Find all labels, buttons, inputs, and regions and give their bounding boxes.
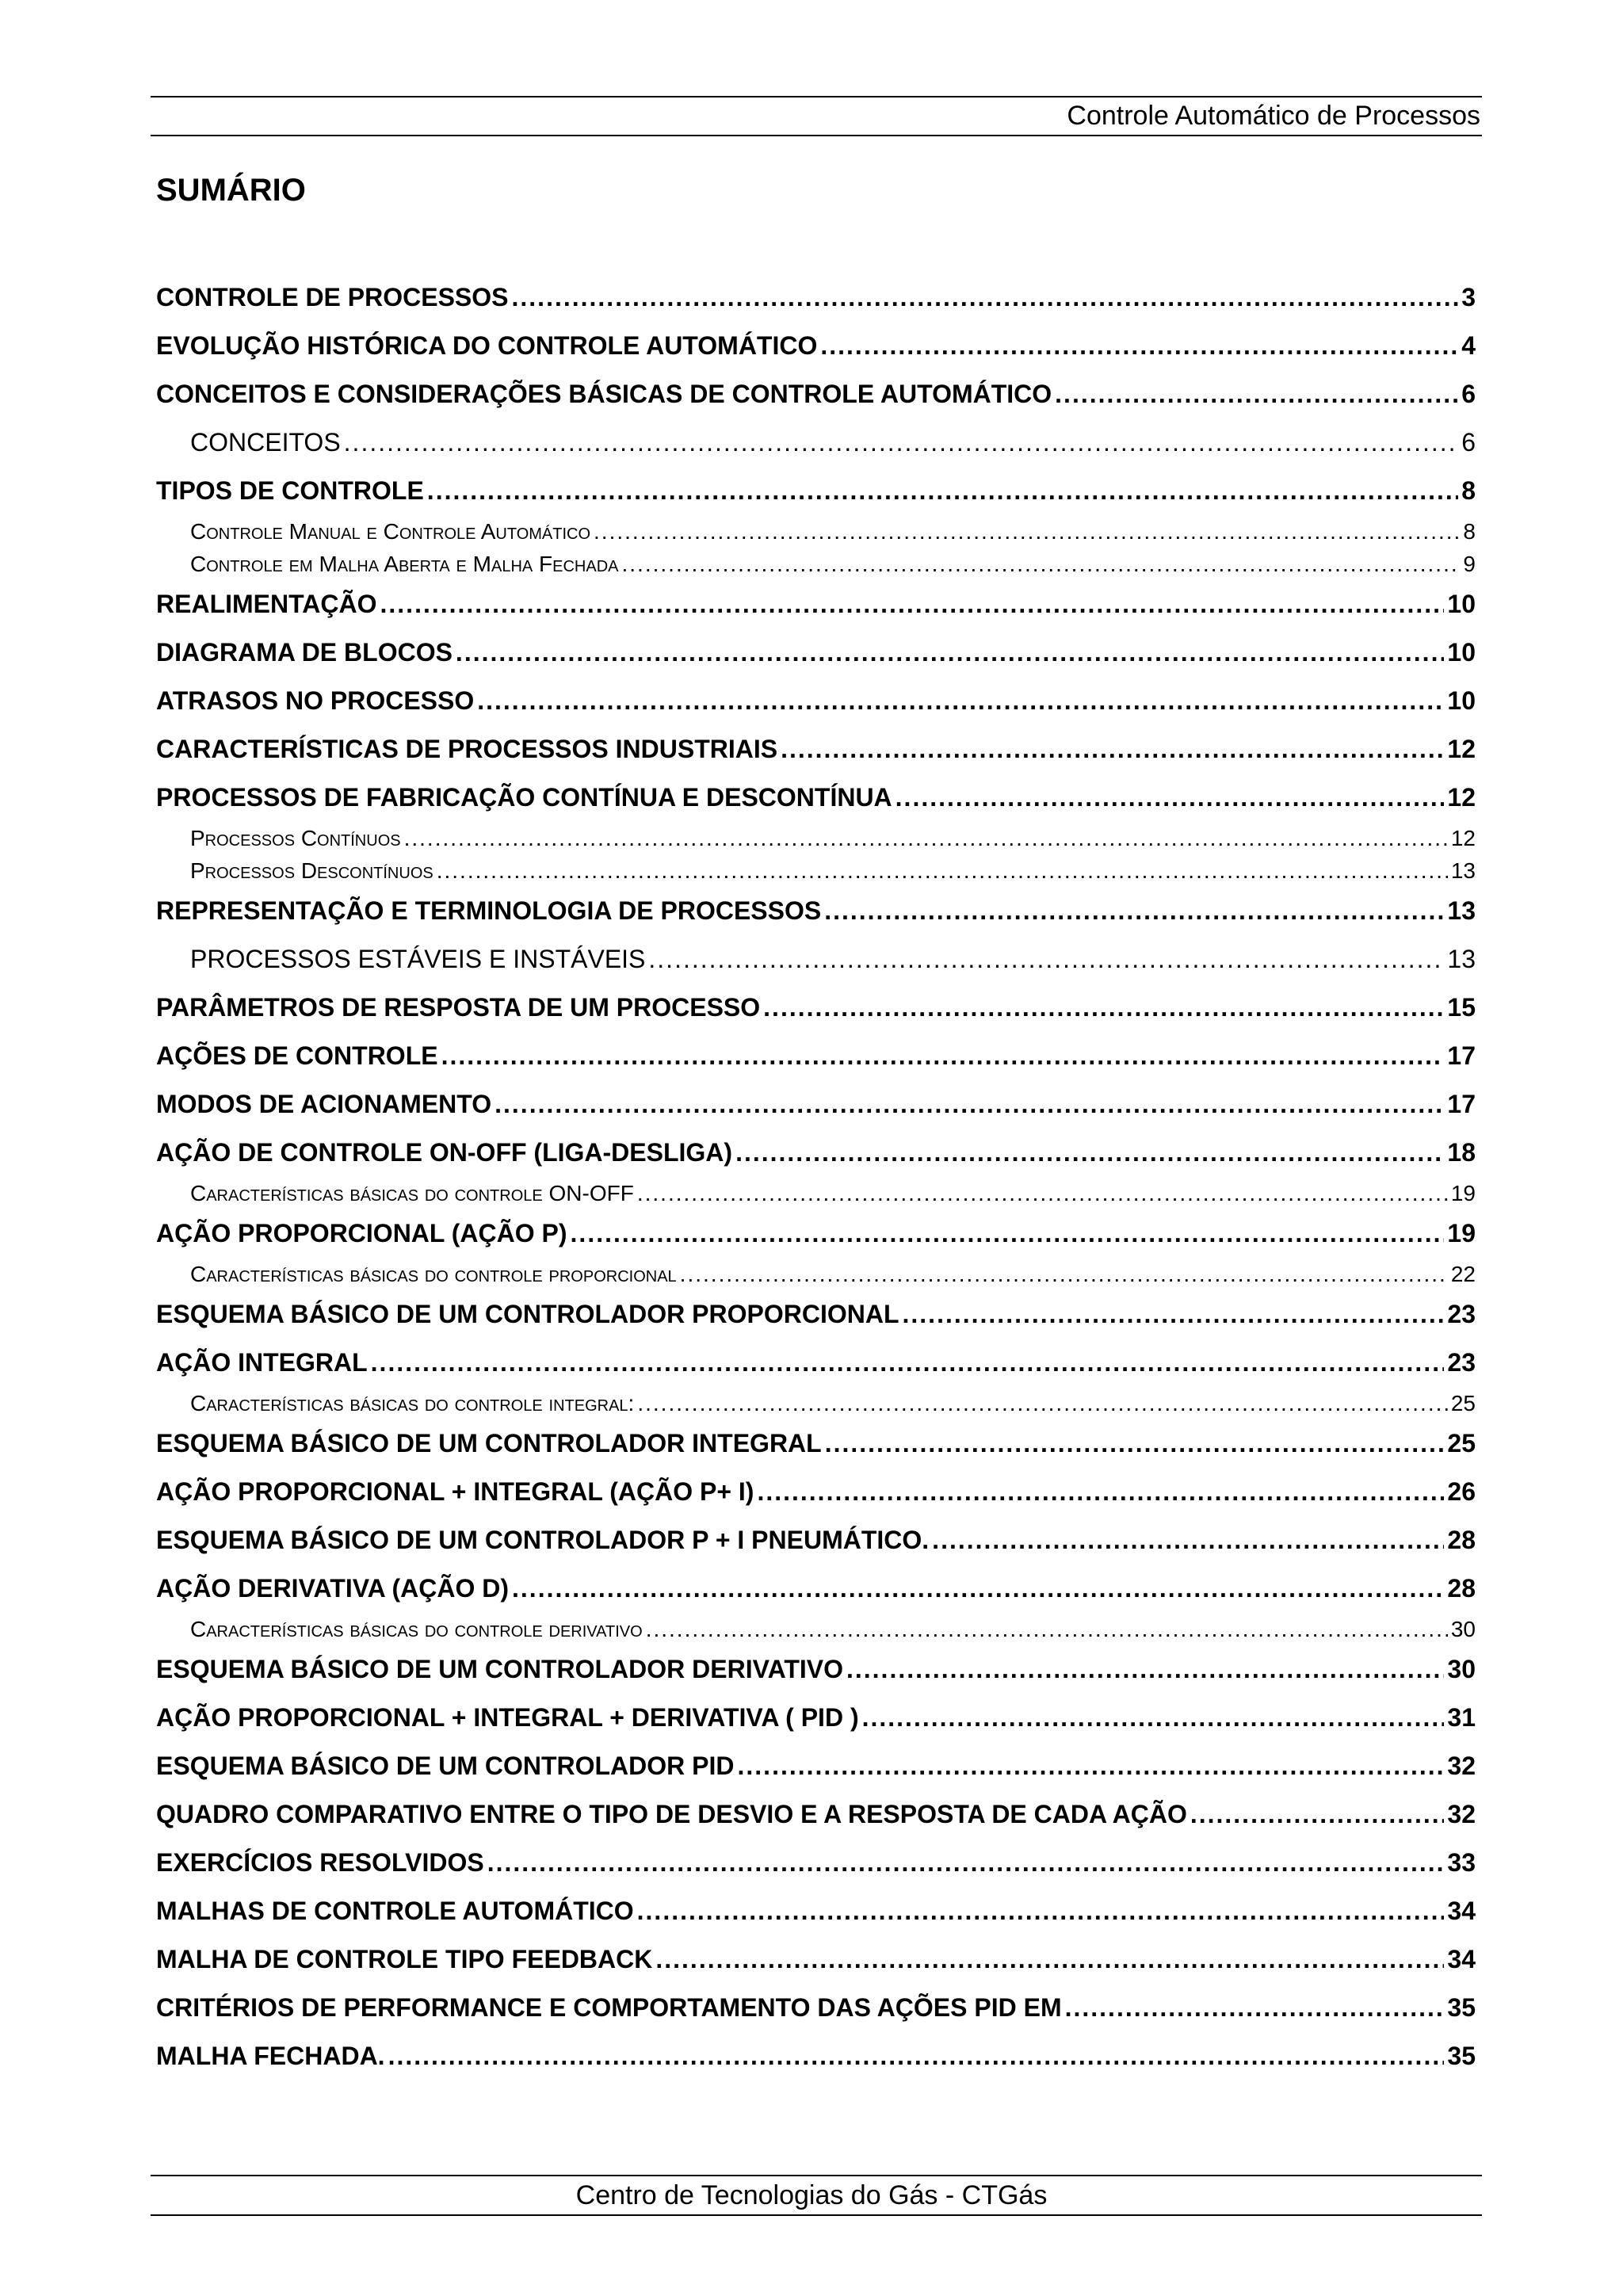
toc-entry-label: AÇÃO PROPORCIONAL + INTEGRAL (AÇÃO P+ I) bbox=[156, 1477, 754, 1506]
toc-entry[interactable] bbox=[156, 548, 1476, 580]
toc-entry-page-number: 33 bbox=[1447, 1848, 1476, 1877]
toc-entry[interactable] bbox=[156, 418, 1476, 467]
toc-entry-page-number: 4 bbox=[1461, 331, 1476, 360]
dot-leader bbox=[512, 273, 1459, 322]
dot-leader bbox=[380, 580, 1445, 628]
toc-entry-page-number: 9 bbox=[1463, 552, 1476, 576]
toc-entry-label: AÇÃO PROPORCIONAL (AÇÃO P) bbox=[156, 1219, 567, 1247]
dot-leader bbox=[637, 1887, 1445, 1935]
toc-entry[interactable] bbox=[156, 2032, 1476, 2080]
toc-entry-label: CRITÉRIOS DE PERFORMANCE E COMPORTAMENTO DAS AÇÕES PID EM bbox=[156, 1993, 1062, 2022]
toc-entry-page-number: 32 bbox=[1447, 1752, 1476, 1780]
toc-entry-page-number: 8 bbox=[1461, 476, 1476, 505]
toc-entry[interactable] bbox=[156, 1032, 1476, 1080]
toc-entry-page-number: 35 bbox=[1447, 1993, 1476, 2022]
toc-entry-page-number: 22 bbox=[1450, 1262, 1476, 1286]
toc-entry-label: CARACTERÍSTICAS DE PROCESSOS INDUSTRIAIS bbox=[156, 735, 778, 763]
toc-entry-label: CONCEITOS bbox=[190, 428, 341, 457]
toc-entry-page-number: 3 bbox=[1461, 283, 1476, 311]
toc-entry-page-number: 6 bbox=[1461, 428, 1476, 457]
toc-entry-label: PROCESSOS ESTÁVEIS E INSTÁVEIS bbox=[190, 945, 646, 973]
toc-entry-label: AÇÕES DE CONTROLE bbox=[156, 1041, 438, 1070]
dot-leader bbox=[820, 322, 1458, 370]
toc-entry-label: MALHA FECHADA. bbox=[156, 2042, 385, 2070]
dot-leader bbox=[646, 1613, 1448, 1645]
toc-entry-page-number: 10 bbox=[1447, 590, 1476, 618]
toc-entry-label: MODOS DE ACIONAMENTO bbox=[156, 1090, 492, 1118]
toc-entry-label: Processos Contínuos bbox=[190, 826, 401, 850]
toc-entry-page-number: 13 bbox=[1450, 858, 1476, 883]
toc-entry-page-number: 13 bbox=[1447, 896, 1476, 925]
toc-entry-page-number: 12 bbox=[1450, 826, 1476, 850]
toc-entry[interactable] bbox=[156, 1742, 1476, 1790]
running-footer: Centro de Tecnologias do Gás - CTGás bbox=[575, 2180, 1048, 2210]
toc-entry-label: Características básicas do controle proporcional bbox=[190, 1262, 677, 1286]
toc-entry-page-number: 31 bbox=[1447, 1703, 1476, 1732]
toc-entry-label: Processos Descontínuos bbox=[190, 858, 433, 883]
dot-leader bbox=[495, 1080, 1444, 1129]
toc-entry[interactable] bbox=[156, 1694, 1476, 1742]
header-top-rule bbox=[151, 96, 1482, 97]
toc-entry-page-number: 26 bbox=[1447, 1477, 1476, 1506]
dot-leader bbox=[344, 418, 1459, 467]
toc-entry[interactable] bbox=[156, 467, 1476, 515]
toc-entry-label: ESQUEMA BÁSICO DE UM CONTROLADOR PROPORCIONAL bbox=[156, 1300, 899, 1328]
toc-entry[interactable] bbox=[156, 370, 1476, 418]
dot-leader bbox=[648, 935, 1444, 984]
toc-entry-page-number: 12 bbox=[1447, 783, 1476, 812]
dot-leader bbox=[824, 887, 1444, 935]
toc-entry-page-number: 34 bbox=[1447, 1897, 1476, 1925]
dot-leader bbox=[637, 1387, 1448, 1419]
dot-leader bbox=[825, 1419, 1445, 1468]
dot-leader bbox=[1065, 1984, 1445, 2032]
toc-entry-label: CONCEITOS E CONSIDERAÇÕES BÁSICAS DE CONTROLE AUTOMÁTICO bbox=[156, 380, 1052, 408]
toc-entry-label: EXERCÍCIOS RESOLVIDOS bbox=[156, 1848, 484, 1877]
footer-bottom-rule bbox=[151, 2214, 1482, 2216]
toc-entry-label: Características básicas do controle derivativo bbox=[190, 1617, 643, 1641]
toc-entry-label: AÇÃO DERIVATIVA (AÇÃO D) bbox=[156, 1574, 510, 1603]
header-bottom-rule bbox=[151, 135, 1482, 136]
toc-entry[interactable] bbox=[156, 1468, 1476, 1516]
dot-leader bbox=[594, 515, 1460, 548]
toc-entry[interactable] bbox=[156, 580, 1476, 628]
dot-leader bbox=[477, 677, 1444, 725]
dot-leader bbox=[621, 548, 1460, 580]
toc-entry[interactable] bbox=[156, 322, 1476, 370]
toc-entry-page-number: 25 bbox=[1450, 1391, 1476, 1415]
dot-leader bbox=[735, 1129, 1444, 1177]
toc-entry[interactable] bbox=[156, 854, 1476, 887]
toc-entry-label: ESQUEMA BÁSICO DE UM CONTROLADOR PID bbox=[156, 1752, 735, 1780]
page-title: SUMÁRIO bbox=[156, 173, 306, 208]
dot-leader bbox=[512, 1564, 1444, 1613]
toc-entry-page-number: 25 bbox=[1447, 1429, 1476, 1457]
toc-entry-label: ATRASOS NO PROCESSO bbox=[156, 686, 475, 715]
toc-entry-label: TIPOS DE CONTROLE bbox=[156, 476, 424, 505]
toc-entry-page-number: 19 bbox=[1450, 1181, 1476, 1205]
toc-entry-page-number: 30 bbox=[1447, 1655, 1476, 1683]
dot-leader bbox=[846, 1645, 1444, 1694]
dot-leader bbox=[571, 1209, 1445, 1258]
toc-entry-page-number: 23 bbox=[1447, 1348, 1476, 1377]
toc-entry-label: AÇÃO PROPORCIONAL + INTEGRAL + DERIVATIVA ( PID ) bbox=[156, 1703, 859, 1732]
dot-leader bbox=[932, 1516, 1444, 1564]
toc-entry[interactable] bbox=[156, 1645, 1476, 1694]
dot-leader bbox=[388, 2032, 1445, 2080]
toc-entry[interactable] bbox=[156, 273, 1476, 322]
toc-entry[interactable] bbox=[156, 1209, 1476, 1258]
toc-entry[interactable] bbox=[156, 774, 1476, 822]
toc-entry[interactable] bbox=[156, 1129, 1476, 1177]
toc-entry-label: ESQUEMA BÁSICO DE UM CONTROLADOR P + I PNEUMÁTICO. bbox=[156, 1526, 930, 1554]
toc-entry[interactable] bbox=[156, 1339, 1476, 1387]
toc-entry[interactable] bbox=[156, 1839, 1476, 1887]
dot-leader bbox=[1190, 1790, 1445, 1839]
toc-entry[interactable] bbox=[156, 628, 1476, 677]
toc-entry[interactable] bbox=[156, 887, 1476, 935]
dot-leader bbox=[781, 725, 1444, 774]
toc-entry-label: REALIMENTAÇÃO bbox=[156, 590, 377, 618]
toc-entry[interactable] bbox=[156, 1613, 1476, 1645]
dot-leader bbox=[487, 1839, 1445, 1887]
toc-entry[interactable] bbox=[156, 822, 1476, 854]
toc-entry-label: MALHA DE CONTROLE TIPO FEEDBACK bbox=[156, 1945, 653, 1973]
dot-leader bbox=[896, 774, 1445, 822]
toc-entry-label: Características básicas do controle integral: bbox=[190, 1391, 635, 1415]
toc-entry-label: QUADRO COMPARATIVO ENTRE O TIPO DE DESVIO E A RESPOSTA DE CADA AÇÃO bbox=[156, 1800, 1187, 1828]
dot-leader bbox=[1055, 370, 1458, 418]
toc-entry-label: Controle em Malha Aberta e Malha Fechada bbox=[190, 552, 619, 576]
toc-entry-label: EVOLUÇÃO HISTÓRICA DO CONTROLE AUTOMÁTICO bbox=[156, 331, 818, 360]
toc-entry[interactable] bbox=[156, 1290, 1476, 1339]
toc-entry-page-number: 34 bbox=[1447, 1945, 1476, 1973]
toc-entry-label: ESQUEMA BÁSICO DE UM CONTROLADOR DERIVATIVO bbox=[156, 1655, 843, 1683]
toc-entry[interactable] bbox=[156, 1258, 1476, 1290]
toc-entry[interactable] bbox=[156, 1984, 1476, 2032]
toc-entry-page-number: 13 bbox=[1447, 945, 1476, 973]
toc-entry[interactable] bbox=[156, 1387, 1476, 1419]
dot-leader bbox=[437, 854, 1448, 887]
toc-entry[interactable] bbox=[156, 935, 1476, 984]
toc-entry-page-number: 12 bbox=[1447, 735, 1476, 763]
toc-entry-page-number: 6 bbox=[1461, 380, 1476, 408]
dot-leader bbox=[680, 1258, 1448, 1290]
dot-leader bbox=[427, 467, 1458, 515]
table-of-contents bbox=[156, 273, 1476, 2080]
toc-entry-label: Controle Manual e Controle Automático bbox=[190, 519, 591, 544]
toc-entry[interactable] bbox=[156, 1935, 1476, 1984]
toc-entry-label: DIAGRAMA DE BLOCOS bbox=[156, 638, 453, 667]
toc-entry-page-number: 30 bbox=[1450, 1617, 1476, 1641]
toc-entry-label: REPRESENTAÇÃO E TERMINOLOGIA DE PROCESSOS bbox=[156, 896, 822, 925]
toc-entry[interactable] bbox=[156, 1887, 1476, 1935]
toc-entry-label: ESQUEMA BÁSICO DE UM CONTROLADOR INTEGRAL bbox=[156, 1429, 822, 1457]
dot-leader bbox=[371, 1339, 1445, 1387]
dot-leader bbox=[903, 1290, 1445, 1339]
dot-leader bbox=[738, 1742, 1445, 1790]
dot-leader bbox=[862, 1694, 1445, 1742]
toc-entry-label: Características básicas do controle ON-OFF bbox=[190, 1181, 634, 1205]
toc-entry-label: CONTROLE DE PROCESSOS bbox=[156, 283, 509, 311]
dot-leader bbox=[441, 1032, 1445, 1080]
toc-entry-label: AÇÃO INTEGRAL bbox=[156, 1348, 368, 1377]
toc-entry[interactable] bbox=[156, 1419, 1476, 1468]
toc-entry[interactable] bbox=[156, 725, 1476, 774]
toc-entry-page-number: 17 bbox=[1447, 1041, 1476, 1070]
toc-entry[interactable] bbox=[156, 515, 1476, 548]
dot-leader bbox=[456, 628, 1444, 677]
toc-entry-label: PROCESSOS DE FABRICAÇÃO CONTÍNUA E DESCONTÍNUA bbox=[156, 783, 892, 812]
toc-entry-page-number: 17 bbox=[1447, 1090, 1476, 1118]
toc-entry[interactable] bbox=[156, 1564, 1476, 1613]
toc-entry-page-number: 10 bbox=[1447, 638, 1476, 667]
toc-entry[interactable] bbox=[156, 1177, 1476, 1209]
running-header: Controle Automático de Processos bbox=[1067, 101, 1480, 131]
toc-entry-label: AÇÃO DE CONTROLE ON-OFF (LIGA-DESLIGA) bbox=[156, 1138, 733, 1167]
dot-leader bbox=[757, 1468, 1444, 1516]
toc-entry-page-number: 35 bbox=[1447, 2042, 1476, 2070]
toc-entry[interactable] bbox=[156, 1790, 1476, 1839]
toc-entry-page-number: 32 bbox=[1447, 1800, 1476, 1828]
toc-entry-page-number: 8 bbox=[1463, 519, 1476, 544]
toc-entry-page-number: 19 bbox=[1447, 1219, 1476, 1247]
toc-entry[interactable] bbox=[156, 677, 1476, 725]
toc-entry-page-number: 18 bbox=[1447, 1138, 1476, 1167]
toc-entry-page-number: 10 bbox=[1447, 686, 1476, 715]
toc-entry-page-number: 28 bbox=[1447, 1574, 1476, 1603]
toc-entry-label: MALHAS DE CONTROLE AUTOMÁTICO bbox=[156, 1897, 634, 1925]
toc-entry[interactable] bbox=[156, 1080, 1476, 1129]
dot-leader bbox=[655, 1935, 1444, 1984]
dot-leader bbox=[763, 984, 1444, 1032]
toc-entry[interactable] bbox=[156, 1516, 1476, 1564]
toc-entry-page-number: 23 bbox=[1447, 1300, 1476, 1328]
toc-entry-page-number: 28 bbox=[1447, 1526, 1476, 1554]
toc-entry[interactable] bbox=[156, 984, 1476, 1032]
dot-leader bbox=[637, 1177, 1448, 1209]
toc-entry-page-number: 15 bbox=[1447, 993, 1476, 1022]
dot-leader bbox=[404, 822, 1448, 854]
footer-top-rule bbox=[151, 2175, 1482, 2176]
toc-entry-label: PARÂMETROS DE RESPOSTA DE UM PROCESSO bbox=[156, 993, 761, 1022]
